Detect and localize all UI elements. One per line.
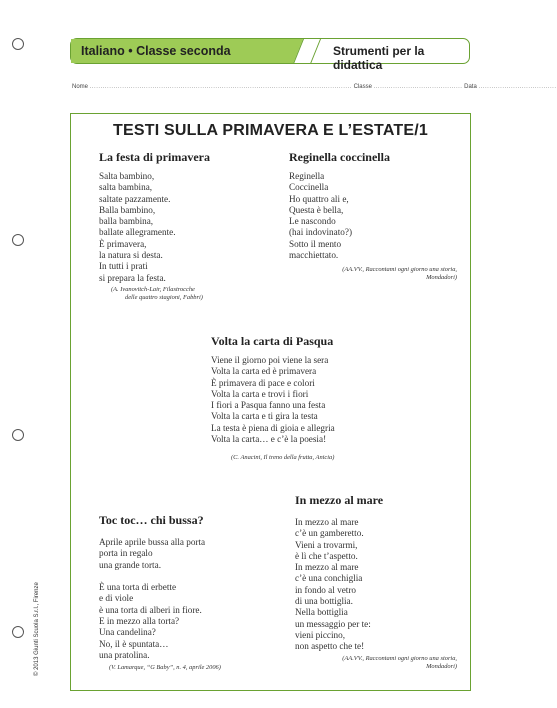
poem-lines (295, 517, 383, 653)
poem-line: si prepara la festa. (99, 272, 166, 283)
poem-line: La testa è piena di gioia e allegria (211, 422, 335, 433)
citation-line: (AA.VV., Raccontami ogni giorno una storia, (342, 266, 457, 273)
citation-pasqua (231, 454, 334, 462)
poem-line: Volta la carta… e c’è la poesia! (211, 434, 327, 445)
poem-title: Volta la carta di Pasqua (211, 334, 334, 348)
citation-reginella (297, 266, 457, 282)
poem-line: in fondo al vetro (295, 584, 356, 595)
header-section-box (319, 39, 469, 72)
poem-line: Le nascondo (289, 216, 336, 227)
poem-lines (99, 171, 210, 284)
poem-toc (99, 513, 205, 661)
poem-line: Salta bambino, (99, 171, 155, 181)
poem-line: balla bambina, (99, 216, 154, 227)
poem-line: una pratolina. (99, 649, 150, 660)
poem-pasqua (211, 334, 335, 445)
poem-line: (hai indovinato?) (289, 227, 353, 238)
poem-line: Reginella (289, 171, 325, 181)
citation-line: delle quattro stagioni, Fabbri) (125, 294, 203, 301)
poem-line: la natura si desta. (99, 250, 163, 261)
poem-line: Volta la carta e ti gira la testa (211, 411, 318, 422)
poem-line: c’è un gamberetto. (295, 528, 364, 539)
poem-line: In mezzo al mare (295, 562, 359, 573)
poem-line: Nella bottiglia (295, 607, 348, 618)
poem-line: I fiori a Pasqua fanno una festa (211, 400, 326, 411)
poem-line: Vieni a trovarmi, (295, 539, 358, 550)
classe-label: Classe (353, 84, 372, 90)
poem-festa (99, 150, 210, 284)
header-section: Strumenti per la didattica (333, 44, 425, 72)
binder-hole-lower-middle (12, 429, 24, 441)
poem-line: Balla bambino, (99, 204, 156, 215)
poem-line: ballate allegramente. (99, 227, 176, 238)
poem-line: macchiettato. (289, 250, 339, 261)
poem-line: Volta la carta e trovi i fiori (211, 388, 309, 399)
poem-line: No, il è spuntata… (99, 638, 169, 649)
citation-line: (V. Lamarque, “G Baby”, n. 4, aprile 2006) (109, 664, 221, 671)
poem-reginella (289, 150, 390, 261)
poem-title: Reginella coccinella (289, 150, 390, 164)
poem-line: Ho quattro ali e, (289, 193, 349, 204)
poem-line: In tutti i prati (99, 261, 148, 272)
poem-line: Coccinella (289, 182, 329, 193)
poem-line: un messaggio per te: (295, 618, 371, 629)
poem-line: è una torta di alberi in fiore. (99, 604, 202, 615)
poem-line: Questa è bella, (289, 204, 344, 215)
binder-hole-bottom (12, 626, 24, 638)
nome-field[interactable]: ......................................................................................................................... (89, 84, 352, 90)
poem-line: saltate pazzamente. (99, 193, 171, 204)
poem-line: vieni piccino, (295, 629, 346, 640)
poem-mare (295, 493, 383, 653)
poem-line: di una bottiglia. (295, 596, 353, 607)
poem-line: Sotto il mento (289, 238, 342, 249)
citation-line: (A. Ivanovitch-Lair, Filastrocche (111, 286, 195, 293)
citation-line: Mondadori) (426, 663, 457, 670)
poem-line (99, 571, 205, 582)
poem-line: Una candelina? (99, 627, 156, 638)
poem-line: E in mezzo alla torta? (99, 616, 180, 627)
poem-line: È una torta di erbette (99, 582, 177, 593)
poem-title: Toc toc… chi bussa? (99, 513, 204, 527)
citation-line: (C. Anacini, Il treno della frutta, Anicia) (231, 454, 335, 461)
poem-line: Viene il giorno poi viene la sera (211, 355, 329, 365)
poem-lines (289, 171, 390, 261)
header-subject-box (71, 39, 303, 63)
poem-line: è lì che t’aspetto. (295, 550, 358, 561)
citation-toc (109, 664, 221, 672)
poem-line: È primavera, (99, 238, 147, 249)
page-title: TESTI SULLA PRIMAVERA E L’ESTATE/1 (113, 122, 428, 139)
citation-line: Mondadori) (426, 274, 457, 281)
student-info-line (72, 84, 557, 90)
binder-hole-top (12, 38, 24, 50)
poem-line: porta in regalo (99, 548, 153, 559)
poem-lines (211, 355, 335, 445)
data-field[interactable]: .................................... (478, 84, 557, 90)
header-bar (70, 38, 470, 72)
poem-line: È primavera di pace e colori (211, 377, 315, 388)
poem-line: Aprile aprile bussa alla porta (99, 537, 206, 547)
poem-lines (99, 537, 205, 661)
nome-label: Nome (72, 84, 89, 90)
poem-line: Volta la carta ed è primavera (211, 366, 317, 377)
data-label: Data (464, 84, 477, 90)
citation-festa (111, 286, 203, 302)
citation-line: (AA.VV., Raccontami ogni giorno una storia, (342, 655, 457, 662)
content-frame (70, 113, 471, 691)
poem-line: non aspetto che te! (295, 641, 365, 652)
header-subject: Italiano • Classe seconda (81, 44, 231, 58)
poem-title: La festa di primavera (99, 150, 210, 164)
poem-line: e di viole (99, 593, 134, 604)
classe-field[interactable]: ......................................... (373, 84, 463, 90)
citation-mare (297, 655, 457, 671)
poem-line: In mezzo al mare (295, 517, 359, 527)
copyright-note: © 2013 Giunti Scuola S.r.l., Firenze (34, 582, 40, 676)
poem-line: c’è una conchiglia (295, 573, 363, 584)
poem-line: una grande torta. (99, 559, 161, 570)
binder-hole-upper-middle (12, 234, 24, 246)
poem-title: In mezzo al mare (295, 493, 384, 507)
poem-line: salta bambina, (99, 182, 153, 193)
